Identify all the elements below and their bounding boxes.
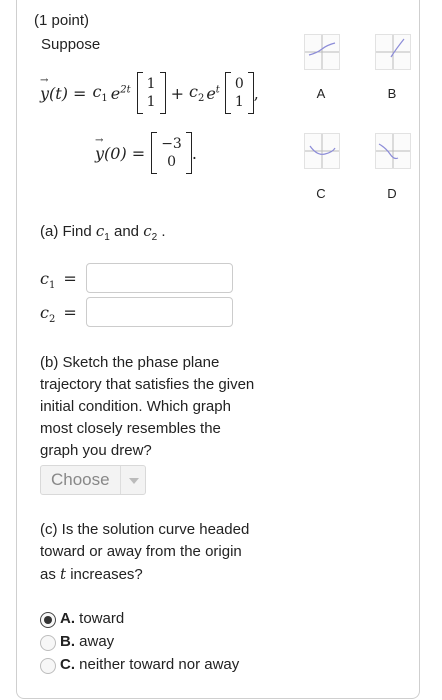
- c1-input[interactable]: [86, 263, 233, 293]
- part-c-prompt: (c) Is the solution curve headed toward or away from the origin as t increases?: [40, 521, 250, 583]
- c1-term: $c_1$: [92, 81, 108, 105]
- graph-c-thumbnail[interactable]: [304, 133, 340, 169]
- graph-c-label: C: [316, 186, 326, 201]
- c2-term: $c_2$: [188, 81, 205, 105]
- vector-matrix-2: 0 1: [225, 72, 254, 114]
- c2-input-label: $c_2$ =: [40, 303, 77, 326]
- option-toward-radio[interactable]: [40, 612, 56, 628]
- initial-condition: [95, 132, 197, 174]
- period: .: [191, 143, 197, 163]
- phase-plane-graph-icon: [376, 134, 410, 168]
- graph-choice-select[interactable]: [40, 465, 146, 495]
- graph-b-thumbnail[interactable]: [375, 34, 411, 70]
- phase-plane-graph-icon: [376, 35, 410, 69]
- vector-matrix-1: 1 1: [137, 72, 166, 114]
- comma: ,: [253, 83, 259, 103]
- chevron-down-icon: [120, 466, 145, 494]
- graph-a-thumbnail[interactable]: [304, 34, 340, 70]
- part-b-prompt: (b) Sketch the phase plane trajectory that satisfies the given initial condition. Which graph most closely resembles the graph you drew?: [40, 354, 255, 459]
- c2-input[interactable]: [86, 297, 233, 327]
- solution-equation: [40, 72, 259, 114]
- plus-sign: +: [170, 83, 184, 103]
- graph-d-label: D: [387, 186, 397, 201]
- exp-term-1: $e^{2t}$: [110, 83, 131, 103]
- exp-term-2: $e^t$: [206, 83, 220, 103]
- graph-a-label: A: [316, 86, 326, 101]
- part-a-prompt: (a) Find $c_1$ and $c_2$ .: [40, 222, 166, 243]
- graph-b-label: B: [387, 86, 397, 101]
- option-away-label[interactable]: B. away: [60, 633, 115, 650]
- option-away-radio[interactable]: [40, 635, 56, 651]
- option-neither-label[interactable]: C. neither toward nor away: [60, 656, 240, 673]
- graph-d-thumbnail[interactable]: [375, 133, 411, 169]
- intro-text: Suppose: [41, 36, 101, 53]
- phase-plane-graph-icon: [305, 35, 339, 69]
- phase-plane-graph-icon: [305, 134, 339, 168]
- y-vector: → y(t) =: [40, 74, 87, 103]
- initial-matrix: −3 0: [151, 132, 192, 174]
- points-label: (1 point): [34, 12, 90, 29]
- c1-input-label: $c_1$ =: [40, 269, 77, 292]
- option-neither-radio[interactable]: [40, 658, 56, 674]
- y0-vector: → y(0) =: [95, 134, 146, 163]
- option-toward-label[interactable]: A. toward: [60, 610, 125, 627]
- select-value: Choose: [51, 470, 110, 489]
